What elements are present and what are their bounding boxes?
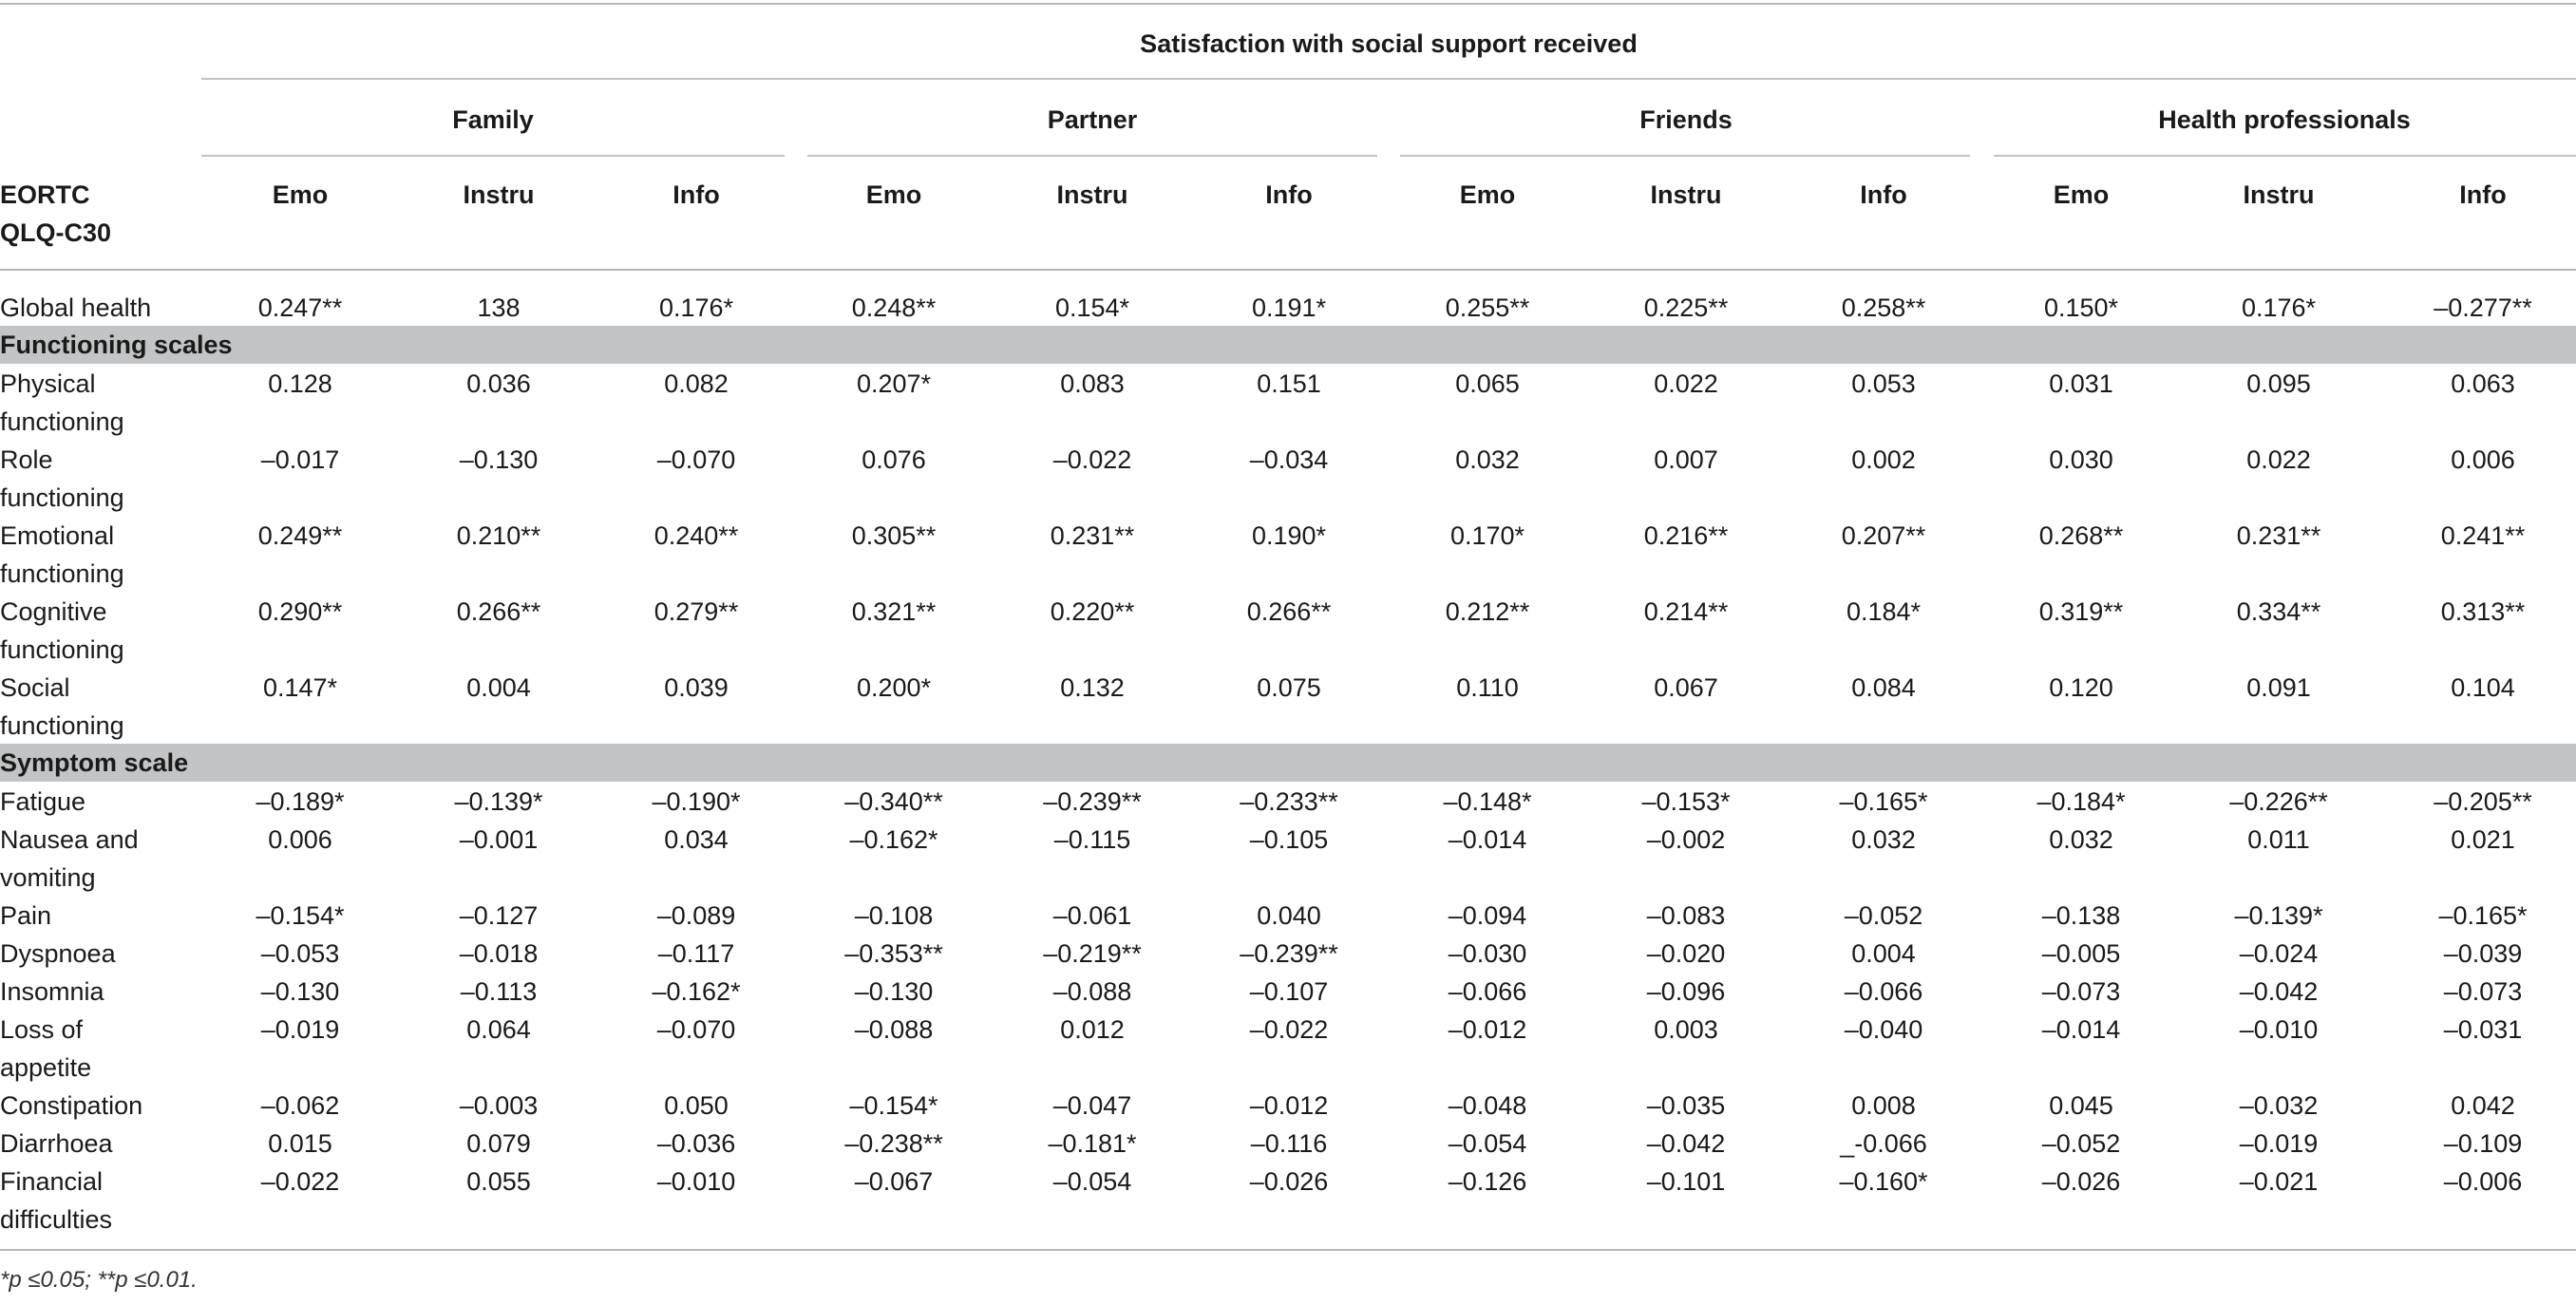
row-header-line-2: QLQ-C30 — [0, 218, 112, 247]
row-label: Loss of — [0, 1015, 84, 1044]
table-cell: –0.238** — [844, 1129, 943, 1158]
table-cell: 0.012 — [1060, 1015, 1125, 1044]
section-band — [0, 326, 2576, 364]
table-cell: 0.036 — [466, 369, 531, 398]
table-cell: –0.189* — [256, 787, 345, 816]
table-cell: 0.258** — [1841, 293, 1926, 322]
footnote: *p ≤0.05; **p ≤0.01. — [0, 1267, 198, 1293]
section-band — [0, 744, 2576, 782]
subheader-health-emo: Emo — [2053, 180, 2110, 209]
table-cell: 0.039 — [664, 673, 729, 702]
row-label: Role — [0, 445, 53, 474]
table-cell: –0.162* — [849, 825, 938, 854]
subheader-friends-emo: Emo — [1459, 180, 1516, 209]
table-cell: –0.026 — [1249, 1167, 1329, 1196]
table-cell: –0.006 — [2443, 1167, 2523, 1196]
row-label: Global health — [0, 293, 152, 322]
table-cell: 0.063 — [2451, 369, 2515, 398]
group-rule-family — [201, 155, 785, 157]
table-cell: –0.107 — [1249, 977, 1329, 1006]
table-cell: 0.240** — [653, 521, 739, 550]
table-cell: –0.026 — [2041, 1167, 2121, 1196]
table-cell: –0.010 — [2239, 1015, 2319, 1044]
table-cell: 0.176* — [658, 293, 734, 322]
table-cell: –0.024 — [2239, 939, 2319, 968]
table-cell: 0.334** — [2236, 597, 2321, 626]
table-cell: 0.184* — [1846, 597, 1922, 626]
table-cell: 0.007 — [1654, 445, 1718, 474]
table-cell: –0.226** — [2229, 787, 2328, 816]
table-cell: 0.002 — [1851, 445, 1916, 474]
table-cell: 138 — [477, 293, 521, 322]
table-cell: _-0.066 — [1840, 1129, 1927, 1158]
table-cell: 0.248** — [851, 293, 937, 322]
table-cell: –0.113 — [460, 977, 538, 1006]
table-cell: –0.017 — [260, 445, 340, 474]
table-cell: 0.032 — [1455, 445, 1520, 474]
table-cell: 0.225** — [1643, 293, 1729, 322]
table-cell: 0.210** — [456, 521, 541, 550]
row-label: functioning — [0, 711, 124, 740]
table-cell: 0.319** — [2038, 597, 2124, 626]
subheader-partner-emo: Emo — [865, 180, 922, 209]
table-cell: –0.052 — [2041, 1129, 2121, 1158]
table-cell: 0.231** — [2236, 521, 2321, 550]
table-cell: –0.148* — [1443, 787, 1532, 816]
table-cell: –0.066 — [1844, 977, 1923, 1006]
table-cell: –0.066 — [1448, 977, 1527, 1006]
header-bottom-rule — [0, 269, 2576, 271]
table-cell: 0.154* — [1054, 293, 1130, 322]
table-cell: –0.115 — [1053, 825, 1131, 854]
table-cell: –0.036 — [656, 1129, 736, 1158]
table-cell: 0.031 — [2049, 369, 2113, 398]
table-cell: –0.340** — [844, 787, 943, 816]
table-cell: 0.084 — [1851, 673, 1916, 702]
table-cell: –0.109 — [2443, 1129, 2523, 1158]
table-cell: 0.247** — [257, 293, 343, 322]
table-cell: 0.040 — [1257, 901, 1321, 930]
table-cell: 0.231** — [1050, 521, 1135, 550]
table-cell: –0.233** — [1240, 787, 1338, 816]
table-cell: –0.061 — [1052, 901, 1132, 930]
table-cell: –0.018 — [459, 939, 539, 968]
table-cell: 0.032 — [2049, 825, 2113, 854]
table-cell: –0.034 — [1249, 445, 1329, 474]
row-label: Financial — [0, 1167, 104, 1196]
table-cell: –0.096 — [1646, 977, 1726, 1006]
section-label: Symptom scale — [0, 748, 189, 777]
table-cell: 0.266** — [456, 597, 541, 626]
table-cell: 0.015 — [268, 1129, 332, 1158]
table-cell: 0.147* — [262, 673, 338, 702]
table-cell: 0.095 — [2246, 369, 2311, 398]
table-cell: 0.191* — [1251, 293, 1327, 322]
table-cell: 0.290** — [257, 597, 343, 626]
table-cell: –0.019 — [2239, 1129, 2319, 1158]
table-cell: –0.014 — [1448, 825, 1527, 854]
table-cell: –0.130 — [260, 977, 340, 1006]
table-cell: –0.139* — [2234, 901, 2323, 930]
table-cell: –0.073 — [2041, 977, 2121, 1006]
table-bottom-rule — [0, 1249, 2576, 1251]
table-cell: 0.050 — [664, 1091, 729, 1120]
table-cell: 0.006 — [2451, 445, 2515, 474]
subheader-health-instru: Instru — [2243, 180, 2315, 209]
table-cell: –0.239** — [1043, 787, 1142, 816]
table-cell: –0.035 — [1646, 1091, 1726, 1120]
table-cell: –0.165* — [2438, 901, 2528, 930]
table-cell: 0.151 — [1257, 369, 1321, 398]
table-cell: –0.002 — [1646, 825, 1726, 854]
table-cell: –0.094 — [1448, 901, 1527, 930]
table-cell: 0.266** — [1246, 597, 1332, 626]
table-cell: 0.170* — [1449, 521, 1525, 550]
table-cell: 0.313** — [2440, 597, 2526, 626]
table-cell: 0.075 — [1257, 673, 1321, 702]
table-cell: –0.088 — [854, 1015, 934, 1044]
row-label: Nausea and — [0, 825, 139, 854]
table-cell: 0.110 — [1456, 673, 1519, 702]
table-cell: 0.150* — [2043, 293, 2119, 322]
table-cell: 0.045 — [2049, 1091, 2113, 1120]
subheader-family-instru: Instru — [463, 180, 535, 209]
table-cell: –0.020 — [1646, 939, 1726, 968]
table-cell: –0.001 — [459, 825, 539, 854]
table-cell: 0.004 — [466, 673, 531, 702]
table-cell: 0.064 — [466, 1015, 531, 1044]
group-rule-partner — [807, 155, 1377, 157]
group-header-health-professionals: Health professionals — [2158, 105, 2411, 134]
table-cell: 0.207** — [1841, 521, 1926, 550]
table-cell: 0.004 — [1851, 939, 1916, 968]
table-cell: 0.104 — [2451, 673, 2515, 702]
table-cell: 0.055 — [466, 1167, 531, 1196]
table-cell: –0.030 — [1448, 939, 1527, 968]
table-cell: 0.032 — [1851, 825, 1916, 854]
table-cell: 0.065 — [1455, 369, 1520, 398]
table-title: Satisfaction with social support received — [1140, 29, 1638, 58]
subheader-family-emo: Emo — [272, 180, 329, 209]
group-rule-health — [1994, 155, 2576, 157]
table-cell: –0.160* — [1839, 1167, 1928, 1196]
table-cell: 0.079 — [466, 1129, 531, 1158]
table-cell: –0.040 — [1844, 1015, 1923, 1044]
table-cell: –0.054 — [1448, 1129, 1527, 1158]
table-cell: –0.083 — [1646, 901, 1726, 930]
table-cell: –0.089 — [656, 901, 736, 930]
table-cell: 0.279** — [653, 597, 739, 626]
table-cell: –0.353** — [844, 939, 943, 968]
table-cell: –0.277** — [2434, 293, 2532, 322]
row-label: Constipation — [0, 1091, 143, 1120]
table-cell: –0.101 — [1646, 1167, 1726, 1196]
table-cell: –0.048 — [1448, 1091, 1527, 1120]
title-rule — [201, 78, 2576, 80]
table-cell: –0.047 — [1052, 1091, 1132, 1120]
table-cell: 0.268** — [2038, 521, 2124, 550]
table-cell: –0.022 — [1052, 445, 1132, 474]
table-cell: 0.042 — [2451, 1091, 2515, 1120]
row-label: Diarrhoea — [0, 1129, 113, 1158]
table-cell: –0.021 — [2239, 1167, 2319, 1196]
group-header-friends: Friends — [1639, 105, 1733, 134]
table-cell: –0.181* — [1048, 1129, 1137, 1158]
table-cell: –0.054 — [1052, 1167, 1132, 1196]
table-cell: –0.117 — [657, 939, 735, 968]
table-cell: –0.012 — [1448, 1015, 1527, 1044]
table-cell: –0.184* — [2036, 787, 2126, 816]
table-cell: 0.091 — [2246, 673, 2311, 702]
row-header-line-1: EORTC — [0, 180, 90, 209]
table-cell: –0.127 — [459, 901, 539, 930]
table-cell: –0.219** — [1043, 939, 1142, 968]
group-rule-friends — [1400, 155, 1970, 157]
table-cell: 0.034 — [664, 825, 729, 854]
table-cell: –0.032 — [2239, 1091, 2319, 1120]
table-cell: –0.042 — [1646, 1129, 1726, 1158]
table-cell: 0.022 — [1654, 369, 1718, 398]
table-cell: –0.162* — [652, 977, 741, 1006]
table-cell: –0.022 — [1249, 1015, 1329, 1044]
table-cell: 0.082 — [664, 369, 729, 398]
subheader-friends-instru: Instru — [1650, 180, 1722, 209]
table-cell: –0.010 — [656, 1167, 736, 1196]
table-cell: 0.214** — [1643, 597, 1729, 626]
table-cell: –0.108 — [854, 901, 934, 930]
table-cell: 0.190* — [1251, 521, 1327, 550]
table-cell: 0.067 — [1654, 673, 1718, 702]
row-label: Physical — [0, 369, 96, 398]
table-cell: 0.030 — [2049, 445, 2113, 474]
table-cell: –0.012 — [1249, 1091, 1329, 1120]
table-cell: –0.153* — [1641, 787, 1731, 816]
table-cell: 0.003 — [1654, 1015, 1718, 1044]
subheader-family-info: Info — [672, 180, 720, 209]
table-cell: –0.105 — [1249, 825, 1329, 854]
table-cell: 0.241** — [2440, 521, 2526, 550]
table-cell: –0.031 — [2443, 1015, 2523, 1044]
table-cell: 0.083 — [1060, 369, 1125, 398]
group-header-partner: Partner — [1047, 105, 1138, 134]
row-label: functioning — [0, 483, 124, 512]
table-cell: 0.011 — [2247, 825, 2310, 854]
row-label: Cognitive — [0, 597, 107, 626]
table-cell: 0.249** — [257, 521, 343, 550]
row-label: vomiting — [0, 863, 96, 892]
row-label: Insomnia — [0, 977, 104, 1006]
table-cell: 0.176* — [2241, 293, 2317, 322]
table-cell: –0.154* — [849, 1091, 938, 1120]
table-cell: 0.255** — [1445, 293, 1530, 322]
table-cell: 0.212** — [1445, 597, 1530, 626]
row-label: Dyspnoea — [0, 939, 116, 968]
table-cell: –0.053 — [260, 939, 340, 968]
table-cell: –0.190* — [652, 787, 741, 816]
table-cell: –0.014 — [2041, 1015, 2121, 1044]
table-cell: 0.006 — [268, 825, 332, 854]
section-label: Functioning scales — [0, 331, 233, 359]
row-label: functioning — [0, 635, 124, 664]
subheader-friends-info: Info — [1860, 180, 1907, 209]
table-cell: 0.022 — [2246, 445, 2311, 474]
table-cell: 0.132 — [1060, 673, 1125, 702]
row-label: Emotional — [0, 521, 115, 550]
subheader-partner-instru: Instru — [1056, 180, 1128, 209]
table-cell: 0.053 — [1851, 369, 1916, 398]
row-label: appetite — [0, 1053, 92, 1082]
table-cell: 0.021 — [2451, 825, 2515, 854]
table-cell: –0.070 — [656, 1015, 736, 1044]
table-cell: 0.076 — [862, 445, 926, 474]
table-cell: –0.052 — [1844, 901, 1923, 930]
table-cell: –0.070 — [656, 445, 736, 474]
table-cell: –0.205** — [2434, 787, 2532, 816]
row-label: Social — [0, 673, 70, 702]
table-cell: 0.305** — [851, 521, 937, 550]
table-cell: –0.130 — [459, 445, 539, 474]
subheader-health-info: Info — [2459, 180, 2507, 209]
row-label: functioning — [0, 407, 124, 436]
row-label: difficulties — [0, 1205, 113, 1234]
table-cell: –0.138 — [2041, 901, 2121, 930]
table-cell: 0.200* — [856, 673, 932, 702]
row-label: Fatigue — [0, 787, 86, 816]
table-cell: –0.067 — [854, 1167, 934, 1196]
table-cell: –0.088 — [1052, 977, 1132, 1006]
table-cell: –0.019 — [260, 1015, 340, 1044]
table-cell: –0.165* — [1839, 787, 1928, 816]
table-cell: –0.239** — [1240, 939, 1338, 968]
row-label: functioning — [0, 559, 124, 588]
table-cell: –0.154* — [256, 901, 345, 930]
table-cell: –0.039 — [2443, 939, 2523, 968]
top-rule — [0, 3, 2576, 5]
table-cell: –0.003 — [459, 1091, 539, 1120]
table-cell: –0.139* — [454, 787, 543, 816]
table-cell: 0.120 — [2049, 673, 2113, 702]
table-cell: 0.321** — [851, 597, 937, 626]
table-cell: –0.126 — [1448, 1167, 1527, 1196]
table-cell: –0.130 — [854, 977, 934, 1006]
table-cell: 0.220** — [1050, 597, 1135, 626]
table-cell: –0.073 — [2443, 977, 2523, 1006]
table-cell: –0.005 — [2041, 939, 2121, 968]
table-cell: 0.216** — [1643, 521, 1729, 550]
table-cell: 0.128 — [268, 369, 332, 398]
table-cell: –0.116 — [1250, 1129, 1328, 1158]
row-label: Pain — [0, 901, 52, 930]
subheader-partner-info: Info — [1265, 180, 1313, 209]
table-cell: –0.022 — [260, 1167, 340, 1196]
table-cell: 0.207* — [856, 369, 932, 398]
table-cell: –0.042 — [2239, 977, 2319, 1006]
group-header-family: Family — [452, 105, 534, 134]
table-cell: –0.062 — [260, 1091, 340, 1120]
table-cell: 0.008 — [1851, 1091, 1916, 1120]
